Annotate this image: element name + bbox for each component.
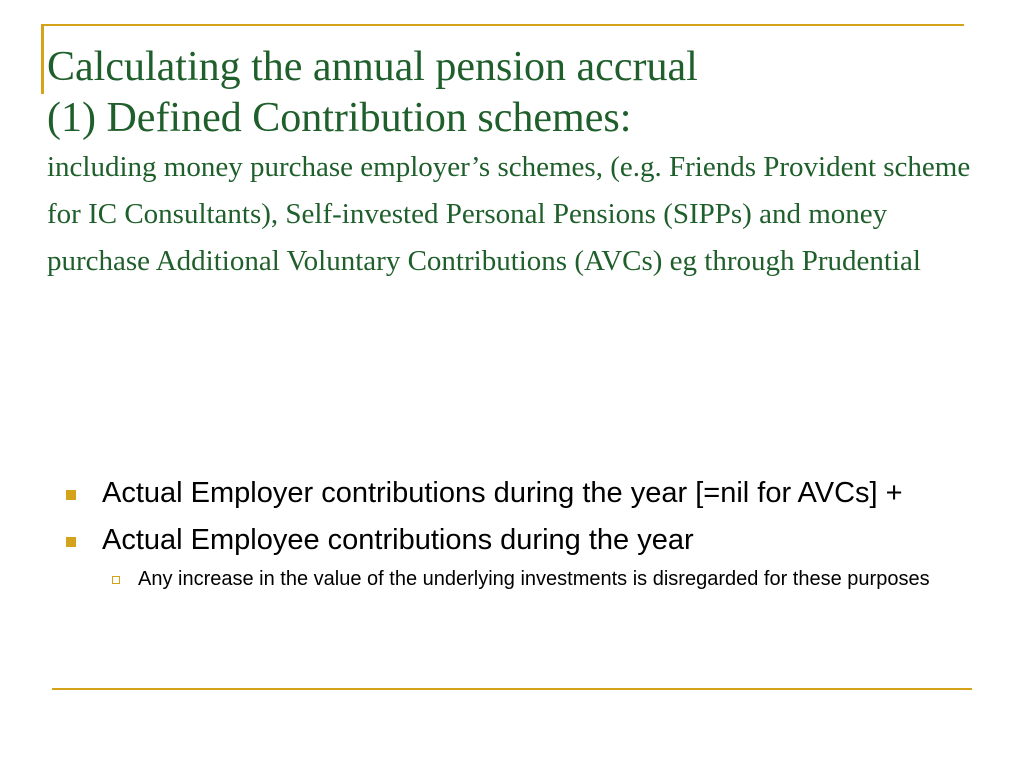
title-subtitle: including money purchase employer’s schemes, (e.g. Friends Provident scheme for IC Consultants), Self-invested Personal Pensions (SIPPs) and money purchase Additional Voluntary Contributions (AVCs) eg through Prudential [47,151,971,277]
sub-bullet-investment-increase [66,566,966,592]
title-line-1: Calculating the annual pension accrual [47,44,698,90]
square-bullet-icon [66,537,76,547]
top-border-line [44,24,964,26]
bullet-text: Actual Employer contributions during the year [=nil for AVCs] + [102,477,903,509]
hollow-square-bullet-icon [112,576,120,584]
bullet-text: Actual Employee contributions during the year [102,524,694,556]
title-line-2: (1) Defined Contribution schemes: [47,95,632,141]
bullet-employer-contributions [66,474,966,513]
bullet-employee-contributions [66,521,966,560]
slide-body [66,474,966,592]
square-bullet-icon [66,490,76,500]
bottom-border-line [52,688,972,690]
left-border-line [41,24,44,94]
sub-bullet-text: Any increase in the value of the underlying investments is disregarded for these purposes [138,568,930,590]
slide-title [47,42,977,285]
